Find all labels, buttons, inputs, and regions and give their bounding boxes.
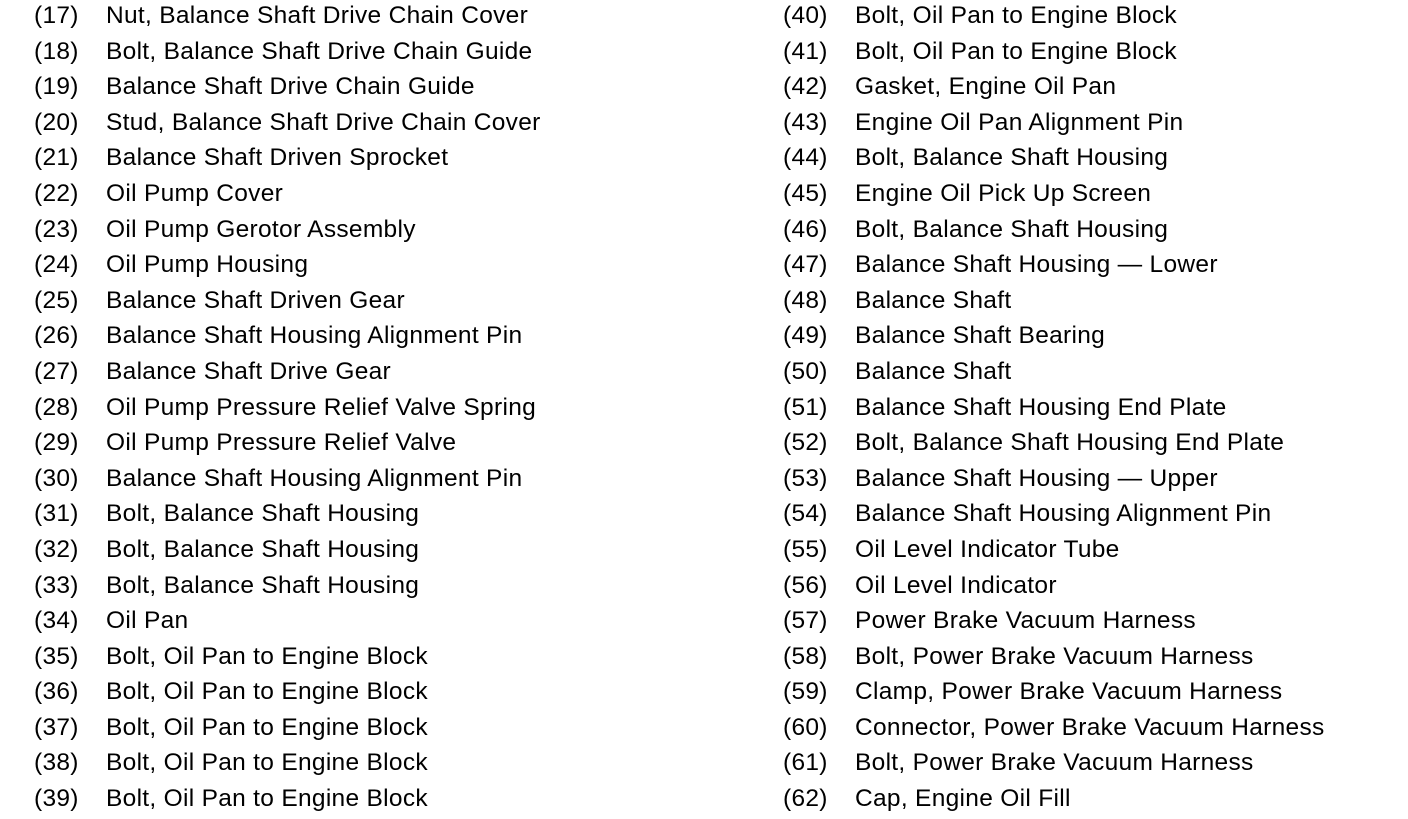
legend-item [783,36,1403,72]
item-description: Bolt, Power Brake Vacuum Harness [855,749,1254,777]
legend-item [783,249,1403,285]
legend-item [783,783,1403,819]
item-description: Balance Shaft Driven Gear [106,286,405,314]
legend-item [783,0,1403,36]
item-number: (54) [783,500,828,528]
legend-item [783,712,1403,748]
item-description: Bolt, Oil Pan to Engine Block [106,749,428,777]
legend-item [34,570,734,606]
item-description: Oil Level Indicator [855,571,1057,599]
item-description: Bolt, Oil Pan to Engine Block [106,785,428,813]
legend-item [34,107,734,143]
item-number: (17) [34,2,79,29]
item-description: Balance Shaft Housing Alignment Pin [106,464,523,492]
legend-item [34,142,734,178]
legend-item [34,747,734,783]
legend-item [783,747,1403,783]
item-description: Bolt, Oil Pan to Engine Block [106,678,428,706]
item-number: (36) [34,678,79,706]
item-number: (50) [783,357,828,385]
item-number: (32) [34,535,79,563]
item-number: (24) [34,251,79,279]
item-description: Bolt, Balance Shaft Housing [855,144,1169,172]
item-description: Engine Oil Pan Alignment Pin [855,108,1184,136]
item-description: Bolt, Balance Shaft Housing End Plate [855,429,1285,457]
item-number: (56) [783,571,828,599]
legend-item [34,676,734,712]
item-description: Cap, Engine Oil Fill [855,785,1071,813]
item-number: (57) [783,607,828,635]
legend-item [34,783,734,819]
item-number: (33) [34,571,79,599]
legend-item [783,214,1403,250]
legend-item [34,498,734,534]
legend-item [34,712,734,748]
legend-item [34,71,734,107]
item-number: (44) [783,144,828,172]
item-description: Balance Shaft Drive Gear [106,357,392,385]
item-number: (55) [783,535,828,563]
item-number: (25) [34,286,79,314]
item-description: Balance Shaft Housing Alignment Pin [106,322,523,350]
item-description: Stud, Balance Shaft Drive Chain Cover [106,108,541,136]
item-number: (28) [34,393,79,421]
item-number: (18) [34,37,79,65]
item-description: Clamp, Power Brake Vacuum Harness [855,678,1283,706]
item-description: Connector, Power Brake Vacuum Harness [855,713,1325,741]
legend-item [34,249,734,285]
item-number: (49) [783,322,828,350]
item-number: (51) [783,393,828,421]
legend-item [783,392,1403,428]
item-description: Balance Shaft [855,286,1012,314]
item-number: (40) [783,2,828,29]
item-number: (27) [34,357,79,385]
legend-item [34,178,734,214]
item-description: Oil Level Indicator Tube [855,535,1120,563]
item-description: Balance Shaft Housing — Lower [855,251,1218,279]
legend-item [34,463,734,499]
item-description: Bolt, Oil Pan to Engine Block [855,37,1177,65]
item-number: (31) [34,500,79,528]
item-description: Balance Shaft Bearing [855,322,1106,350]
item-number: (61) [783,749,828,777]
item-number: (19) [34,73,79,101]
item-description: Oil Pan [106,607,189,635]
item-number: (53) [783,464,828,492]
item-description: Power Brake Vacuum Harness [855,607,1196,635]
item-description: Oil Pump Pressure Relief Valve [106,429,457,457]
legend-item [34,641,734,677]
item-description: Oil Pump Pressure Relief Valve Spring [106,393,537,421]
parts-legend-right-column [783,0,1403,819]
item-number: (48) [783,286,828,314]
item-description: Balance Shaft Housing End Plate [855,393,1227,421]
item-number: (47) [783,251,828,279]
item-number: (58) [783,642,828,670]
item-number: (46) [783,215,828,243]
item-description: Balance Shaft [855,357,1012,385]
item-description: Bolt, Oil Pan to Engine Block [106,713,428,741]
legend-item [783,427,1403,463]
item-number: (43) [783,108,828,136]
legend-item [34,0,734,36]
item-description: Bolt, Balance Shaft Housing [106,500,420,528]
item-description: Balance Shaft Housing — Upper [855,464,1218,492]
item-number: (52) [783,429,828,457]
item-number: (37) [34,713,79,741]
legend-item [34,427,734,463]
item-description: Nut, Balance Shaft Drive Chain Cover [106,2,529,29]
item-number: (39) [34,785,79,813]
legend-item [783,605,1403,641]
legend-item [783,570,1403,606]
item-number: (21) [34,144,79,172]
item-number: (23) [34,215,79,243]
item-description: Balance Shaft Driven Sprocket [106,144,449,172]
legend-item [783,356,1403,392]
item-number: (30) [34,464,79,492]
item-number: (62) [783,785,828,813]
item-number: (59) [783,678,828,706]
legend-item [783,142,1403,178]
item-description: Bolt, Balance Shaft Housing [855,215,1169,243]
item-number: (34) [34,607,79,635]
legend-item [783,498,1403,534]
item-description: Engine Oil Pick Up Screen [855,179,1152,207]
item-description: Gasket, Engine Oil Pan [855,73,1117,101]
legend-item [783,463,1403,499]
item-description: Oil Pump Gerotor Assembly [106,215,416,243]
legend-item [34,534,734,570]
item-number: (22) [34,179,79,207]
item-number: (38) [34,749,79,777]
legend-item [783,676,1403,712]
item-number: (60) [783,713,828,741]
item-number: (42) [783,73,828,101]
item-description: Balance Shaft Drive Chain Guide [106,73,475,101]
legend-item [34,605,734,641]
item-number: (41) [783,37,828,65]
item-number: (35) [34,642,79,670]
legend-item [783,71,1403,107]
item-description: Bolt, Balance Shaft Drive Chain Guide [106,37,533,65]
item-number: (26) [34,322,79,350]
item-number: (20) [34,108,79,136]
legend-item [783,107,1403,143]
legend-item [34,320,734,356]
legend-item [783,641,1403,677]
item-description: Bolt, Balance Shaft Housing [106,535,420,563]
parts-legend-left-column [34,0,734,819]
item-number: (29) [34,429,79,457]
legend-item [34,214,734,250]
legend-item [34,356,734,392]
item-description: Bolt, Balance Shaft Housing [106,571,420,599]
legend-item [34,285,734,321]
legend-item [34,392,734,428]
item-description: Bolt, Oil Pan to Engine Block [855,2,1177,29]
item-description: Balance Shaft Housing Alignment Pin [855,500,1272,528]
legend-item [34,36,734,72]
item-description: Oil Pump Housing [106,251,309,279]
legend-item [783,178,1403,214]
legend-item [783,285,1403,321]
legend-item [783,534,1403,570]
item-number: (45) [783,179,828,207]
item-description: Oil Pump Cover [106,179,284,207]
legend-item [783,320,1403,356]
item-description: Bolt, Power Brake Vacuum Harness [855,642,1254,670]
item-description: Bolt, Oil Pan to Engine Block [106,642,428,670]
